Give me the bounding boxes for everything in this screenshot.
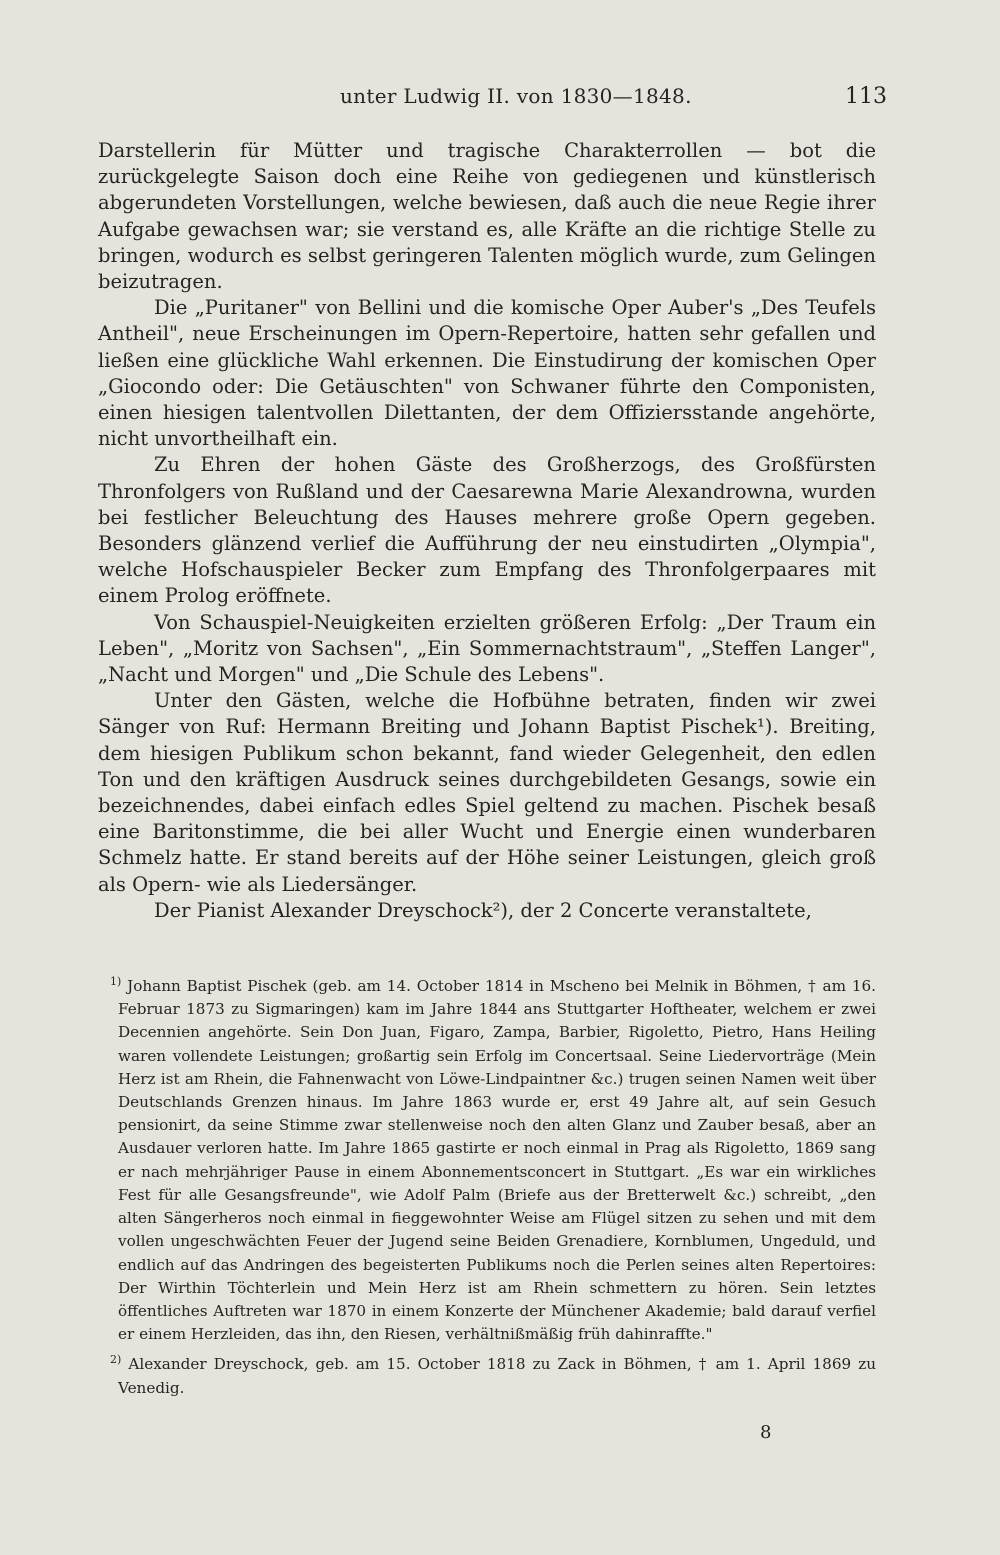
footnote-text: Alexander Dreyschock, geb. am 15. October 1818 zu Zack in Böhmen, † am 1. April 1869 zu Venedig. <box>118 1355 877 1397</box>
footnote-marker: 1) <box>110 975 122 988</box>
page-number: 113 <box>845 84 887 109</box>
footnote-marker: 2) <box>110 1353 122 1367</box>
running-header <box>0 84 1000 114</box>
paragraph: Zu Ehren der hohen Gäste des Großherzogs, des Großfürsten Thronfolgers von Rußland und der Caesarewna Marie Alexandrowna, wurden bei festlicher Beleuchtung des Hauses mehrere große Opern gegeben. Besonders glänzend verlief die Aufführung der neu einstudirten „Olympia", welche Hofschauspieler Becker zum Empfang des Thronfolgerpaares mit einem Prolog eröffnete. <box>98 453 876 608</box>
footnote-2 <box>110 1348 876 1399</box>
footnotes <box>110 970 876 1400</box>
paragraph: Die „Puritaner" von Bellini und die komische Oper Auber's „Des Teufels Antheil", neue Erscheinungen im Opern-Repertoire, hatten sehr gefallen und ließen eine glückliche Wahl erkennen. Die Einstudirung der komischen Oper „Giocondo oder: Die Getäuschten" von Schwaner führte den Componisten, einen hiesigen talentvollen Dilettanten, der dem Offiziersstande angehörte, nicht unvortheilhaft ein. <box>98 296 876 451</box>
main-text <box>98 138 876 924</box>
paragraph: Der Pianist Alexander Dreyschock²), der 2 Concerte veranstaltete, <box>154 898 812 922</box>
footnote-1 <box>110 970 876 1346</box>
footnote-text: Johann Baptist Pischek (geb. am 14. October 1814 in Mscheno bei Melnik in Böhmen, † am 16. Februar 1873 zu Sigmaringen) kam im Jahre 1844 ans Stuttgarter Hoftheater, welchem er zwei Decennien angehörte. Sein Don Juan, Figaro, Zampa, Barbier, Rigoletto, Pietro, Hans Heiling waren vollendete Leistungen; großartig sein Erfolg im Concertsaal. Seine Liedervorträge (Mein Herz ist am Rhein, die Fahnenwacht von Löwe-Lindpaintner &c.) trugen seinen Namen weit über Deutschlands Grenzen hinaus. Im Jahre 1863 wurde er, erst 49 Jahre alt, auf sein Gesuch pensionirt, da seine Stimme zwar stellenweise noch den alten Glanz und Zauber besaß, aber an Ausdauer verloren hatte. Im Jahre 1865 gastirte er noch einmal in Prag als Rigoletto, 1869 sang er nach mehrjähriger Pause in einem Abonnementsconcert in Stuttgart. „Es war ein wirkliches Fest für alle Gesangsfreunde", wie Adolf Palm (Briefe aus der Bretterwelt &c.) schreibt, „den alten Sängerheros noch einmal in fieggewohnter Weise am Flügel sitzen zu sehen und mit dem vollen ungeschwächten Feuer der Jugend seine Beiden Grenadiere, Kornblumen, Ungeduld, und endlich auf das Andringen des begeisterten Publikums noch die Perlen seines alten Repertoires: Der Wirthin Töchterlein und Mein Herz ist am Rhein schmettern zu hören. Sein letztes öffentliches Auftreten war 1870 in einem Konzerte der Münchener Akademie; bald darauf verfiel er einem Herzleiden, das ihn, den Riesen, verhältnißmäßig früh dahinraffte." <box>118 977 877 1344</box>
paragraph: Unter den Gästen, welche die Hofbühne betraten, finden wir zwei Sänger von Ruf: Hermann Breiting und Johann Baptist Pischek¹). Breiting, dem hiesigen Publikum schon bekannt, fand wieder Gelegenheit, den edlen Ton und den kräftigen Ausdruck seines durchgebildeten Gesangs, sowie ein bezeichnendes, dabei einfach edles Spiel geltend zu machen. Pischek besaß eine Baritonstimme, die bei aller Wucht und Energie einen wunderbaren Schmelz hatte. Er stand bereits auf der Höhe seiner Leistungen, gleich groß als Opern- wie als Liedersänger. <box>98 689 876 896</box>
paragraph: Darstellerin für Mütter und tragische Charakterrollen — bot die zurückgelegte Saison doch eine Reihe von gediegenen und künstlerisch abgerundeten Vorstellungen, welche bewiesen, daß auch die neue Regie ihrer Aufgabe gewachsen war; sie verstand es, alle Kräfte an die richtige Stelle zu bringen, wodurch es selbst geringeren Talenten möglich wurde, zum Gelingen beizutragen. <box>98 139 876 294</box>
paragraph: Von Schauspiel-Neuigkeiten erzielten größeren Erfolg: „Der Traum ein Leben", „Moritz von Sachsen", „Ein Sommernachtstraum", „Steffen Langer", „Nacht und Morgen" und „Die Schule des Lebens". <box>98 610 876 687</box>
signature-mark: 8 <box>760 1422 772 1443</box>
running-title: unter Ludwig II. von 1830—1848. <box>340 84 692 108</box>
